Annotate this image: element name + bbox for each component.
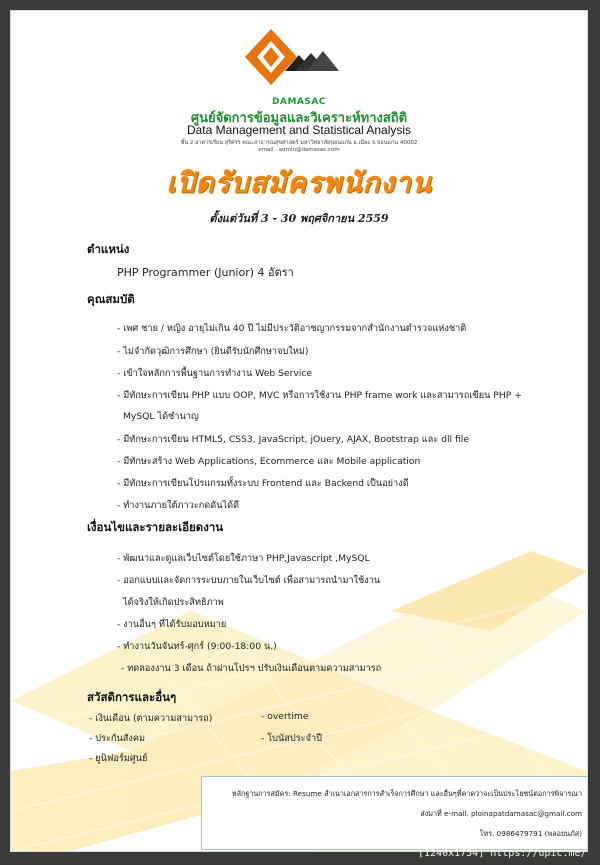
- list-item: - มีทักษะสร้าง Web Applications, Ecommerce และ Mobile application: [117, 456, 421, 467]
- list-item: - ออกแบบและจัดการระบบภายในเว็บไซต์ เพื่อสามารถนำมาใช้งาน: [117, 575, 381, 586]
- list-item: - พัฒนาและดูแลเว็บไซต์โดยใช้ภาษา PHP,Javascript ,MySQL: [117, 553, 370, 564]
- job-poster-page: [10, 10, 588, 852]
- damasac-logo: [241, 25, 361, 97]
- list-item: - มีทักษะการเขียน PHP แบบ OOP, MVC หรือการใช้งาน PHP frame work และสามารถเขียน PHP +: [117, 390, 522, 401]
- list-item: - มีทักษะการเขียนโปรแกรมทั้งระบบ Frontend และ Backend เป็นอย่างดี: [117, 478, 409, 489]
- image-watermark: [1240x1754] https://upic.me/: [418, 848, 587, 859]
- benefit-item: - เงินเดือน (ตามความสามารถ): [89, 713, 213, 724]
- list-item: - ทำงานวันจันทร์-ศุกร์ (9:00-18:00 น.): [117, 641, 277, 652]
- contact-phone: โทร. 0986479791 (พลอยนภัส): [479, 829, 582, 838]
- list-item: MySQL ได้ชำนาญ: [123, 411, 199, 422]
- qualifications-heading: คุณสมบัติ: [87, 292, 135, 306]
- position-heading: ตำแหน่ง: [87, 242, 130, 256]
- application-dates: ตั้งแต่วันที่ 3 - 30 พฤศจิกายน 2559: [209, 212, 389, 225]
- application-info-box: [201, 776, 588, 850]
- list-item: - เพศ ชาย / หญิง อายุไม่เกิน 40 ปี ไม่มีประวัติอาชญากรรมจากสำนักงานตำรวจแห่งชาติ: [117, 323, 467, 334]
- organization-name-thai: ศูนย์จัดการข้อมูลและวิเคราะห์ทางสถิติ: [190, 111, 408, 126]
- recruitment-headline: เปิดรับสมัครพนักงาน: [166, 166, 432, 199]
- organization-name-english: Data Management and Statistical Analysis: [186, 123, 412, 137]
- brand-name: DAMASAC: [272, 97, 326, 107]
- position-title: PHP Programmer (Junior) 4 อัตรา: [117, 266, 294, 279]
- list-item: - งานอื่นๆ ที่ได้รับมอบหมาย: [117, 619, 227, 630]
- list-item: ได้จริงให้เกิดประสิทธิภาพ: [123, 597, 224, 608]
- list-item: - มีทักษะการเขียน HTML5, CSS3, JavaScript, jOuery, AJAX, Bootstrap และ dll file: [117, 434, 469, 445]
- benefits-heading: สวัสดิการและอื่นๆ: [87, 690, 177, 704]
- list-item: - ทดลองงาน 3 เดือน ถ้าผ่านโปรฯ ปรับเงินเดือนตามความสามารถ: [121, 663, 382, 674]
- application-email[interactable]: ส่งมาที่ e-mail. ploinapatdamasac@gmail.com: [420, 809, 582, 818]
- benefit-item: - ยูนิฟอร์มศูนย์: [89, 753, 148, 764]
- application-documents-note: หลักฐานการสมัคร: Resume สำเนาเอกสารการสำเร็จการศึกษา และอื่นๆที่คาดว่าจะเป็นประโยชน์ต่อการพิจารณา: [231, 789, 582, 798]
- list-item: - ทำงานภายใต้ภาวะกดดันได้ดี: [117, 500, 240, 511]
- list-item: - เข้าใจหลักการพื้นฐานการทำงาน Web Service: [117, 368, 313, 379]
- benefit-item: - โบนัสประจำปี: [261, 733, 322, 744]
- organization-email: email : admin@damasac.com: [258, 147, 340, 153]
- organization-address: ชั้น 2 อาคารเรียน สุริศรร คณะสาธารณสุขศาสตร์ มหาวิทยาลัยขอนแก่น อ.เมือง จ.ขอนแก่น 40002: [180, 140, 418, 146]
- benefit-item: - ประกันสังคม: [89, 733, 146, 744]
- benefit-item: - overtime: [261, 711, 309, 722]
- list-item: - ไม่จำกัดวุฒิการศึกษา (ยินดีรับนักศึกษาจบใหม่): [117, 346, 309, 357]
- conditions-heading: เงื่อนไขและรายละเอียดงาน: [87, 520, 224, 534]
